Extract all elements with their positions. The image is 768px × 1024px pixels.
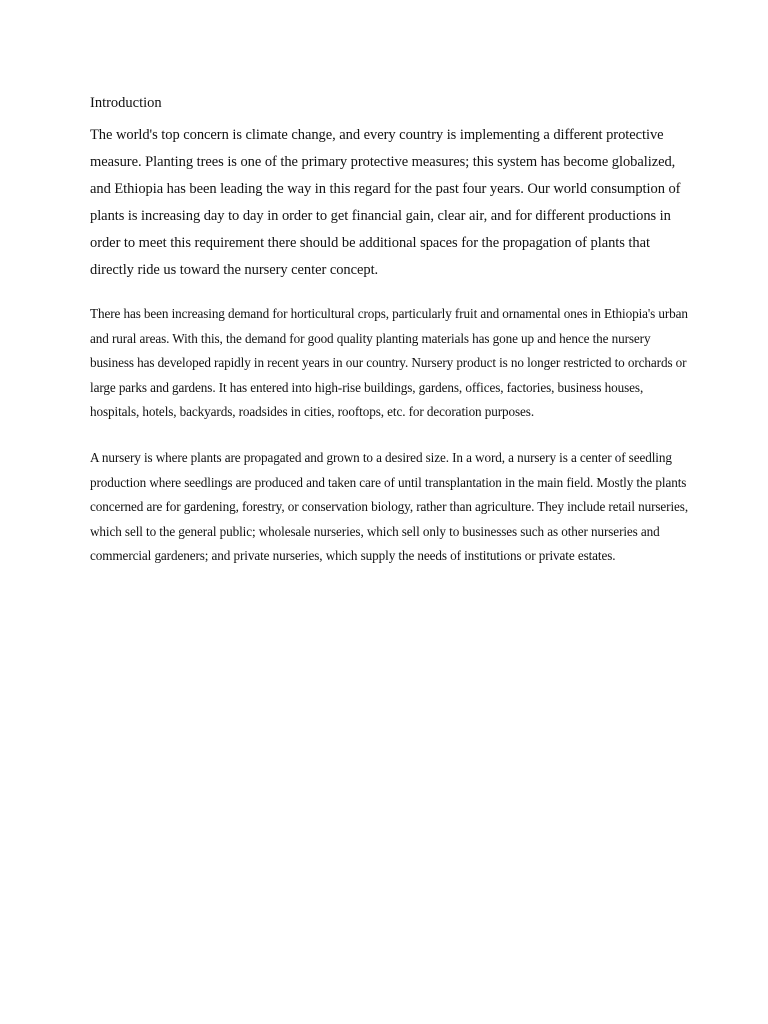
paragraph-climate: The world's top concern is climate change, and every country is implementing a different protective measure. Planting trees is one of the primary protective measures; this system has become globalized, and Ethiopia has been leading the way in this regard for the past four years. Our world consumption of plants is increasing day to day in order to get financial gain, clear air, and for different productions in order to meet this requirement there should be additional spaces for the propagation of plants that directly ride us toward the nursery center concept. <box>90 127 681 278</box>
paragraph-demand: There has been increasing demand for horticultural crops, particularly fruit and ornamental ones in Ethiopia's urban and rural areas. With this, the demand for good quality planting materials has gone up and hence the nursery business has developed rapidly in recent years in our country. Nursery product is no longer restricted to orchards or large parks and gardens. It has entered into high-rise buildings, gardens, offices, factories, business houses, hospitals, hotels, backyards, roadsides in cities, rooftops, etc. for decoration purposes. <box>90 306 688 420</box>
paragraph-nursery-definition: A nursery is where plants are propagated and grown to a desired size. In a word, a nursery is a center of seedling production where seedlings are produced and taken care of until transplantation in the main field. Mostly the plants concerned are for gardening, forestry, or conservation biology, rather than agriculture. They include retail nurseries, which sell to the general public; wholesale nurseries, which sell only to businesses such as other nurseries and commercial gardeners; and private nurseries, which supply the needs of institutions or private estates. <box>90 449 689 564</box>
section-heading: Introduction <box>90 95 162 111</box>
